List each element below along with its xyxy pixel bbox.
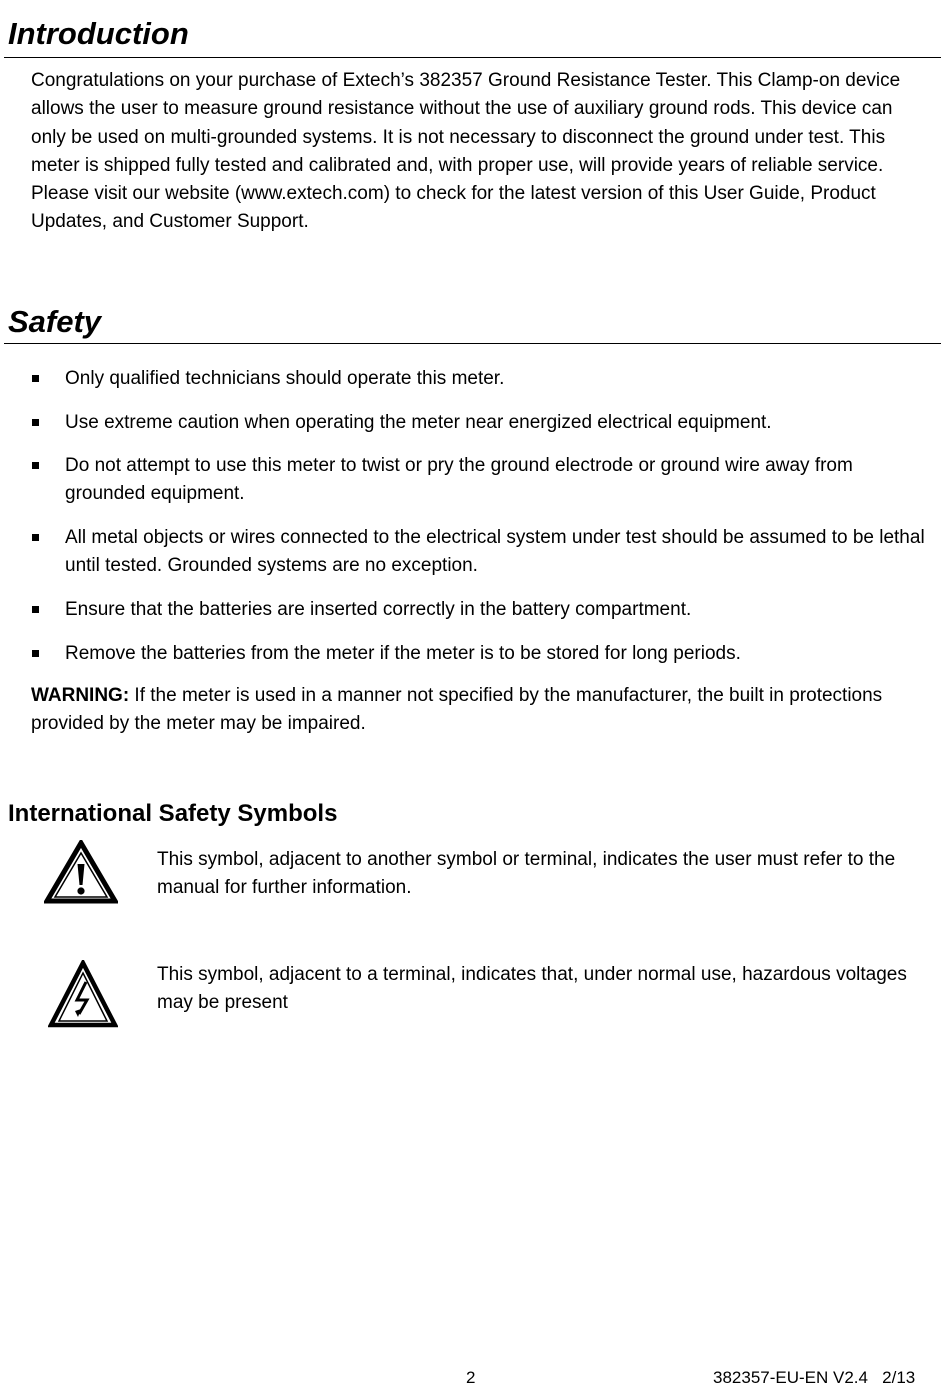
warning-text: If the meter is used in a manner not specified by the manufacturer, the built in protections provided by the meter may be impaired.: [31, 685, 883, 735]
safety-bullet: [0, 409, 925, 437]
safety-bullet: [0, 640, 925, 668]
safety-bullet-text: Use extreme caution when operating the meter near energized electrical equipment.: [65, 411, 772, 433]
bullet-square-icon: [32, 534, 39, 541]
bullet-square-icon: [32, 419, 39, 426]
symbols-heading: International Safety Symbols: [8, 800, 338, 827]
bullet-square-icon: [32, 650, 39, 657]
symbol-high-voltage-text: This symbol, adjacent to a terminal, indicates that, under normal use, hazardous voltages may be present: [157, 964, 907, 1014]
document-id: 382357-EU-EN V2.4 2/13: [713, 1368, 916, 1387]
bullet-square-icon: [32, 462, 39, 469]
bullet-square-icon: [32, 606, 39, 613]
safety-bullet: [0, 524, 925, 581]
safety-bullet-text: Remove the batteries from the meter if the meter is to be stored for long periods.: [65, 642, 741, 664]
introduction-heading: Introduction: [8, 16, 189, 51]
safety-bullet: [0, 596, 925, 624]
caution-triangle-icon: [44, 840, 118, 904]
safety-bullet-text: Ensure that the batteries are inserted correctly in the battery compartment.: [65, 598, 692, 620]
safety-heading: Safety: [8, 304, 102, 339]
warning-paragraph: [31, 682, 931, 739]
safety-bullet-text: Only qualified technicians should operate this meter.: [65, 368, 505, 389]
safety-bullet: [0, 452, 925, 509]
safety-bullet-text: All metal objects or wires connected to the electrical system under test should be assumed to be lethal until tested. Grounded systems are no exception.: [65, 527, 925, 577]
high-voltage-triangle-icon: [48, 960, 118, 1028]
symbol-caution-text: This symbol, adjacent to another symbol or terminal, indicates the user must refer to the manual for further information.: [157, 849, 896, 899]
bullet-square-icon: [32, 375, 39, 382]
safety-bullet-list: [0, 365, 950, 683]
page-number: 2: [466, 1368, 476, 1387]
safety-bullet: [0, 365, 925, 393]
warning-label: WARNING:: [31, 685, 130, 706]
safety-bullet-text: Do not attempt to use this meter to twist or pry the ground electrode or ground wire away from grounded equipment.: [65, 455, 853, 505]
introduction-paragraph: Congratulations on your purchase of Extech’s 382357 Ground Resistance Tester. This Clamp-on device allows the user to measure ground resistance without the use of auxiliary ground rods. This device can only be used on multi-grounded systems. It is not necessary to disconnect the ground under test. This meter is shipped fully tested and calibrated and, with proper use, will provide years of reliable service. Please visit our website (www.extech.com) to check for the latest version of this User Guide, Product Updates, and Customer Support.: [31, 70, 901, 233]
introduction-rule: [4, 57, 941, 58]
safety-rule: [4, 343, 941, 344]
